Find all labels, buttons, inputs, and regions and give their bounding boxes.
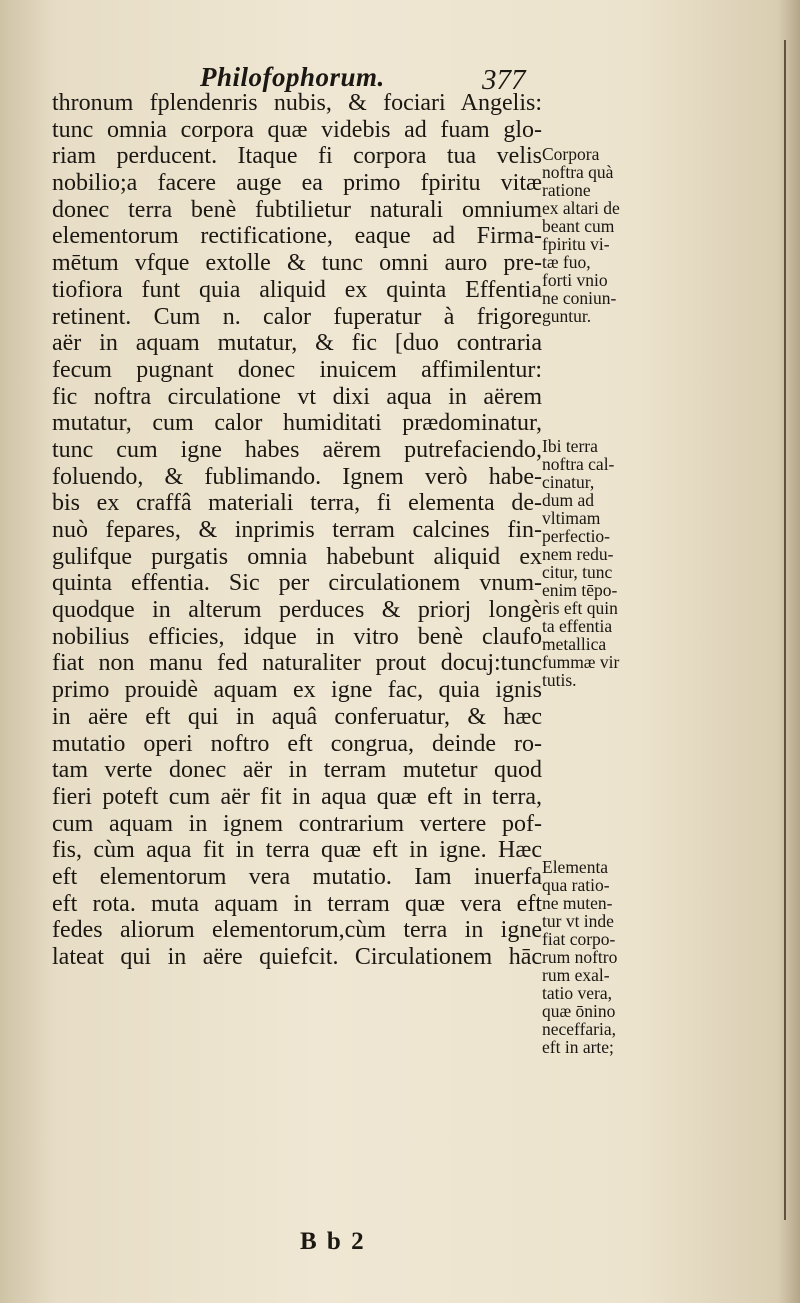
text-line: fiat non manu fed naturaliter prout docuj:tunc [52, 650, 542, 677]
marginal-line: metallica [542, 634, 607, 654]
marginal-line: noftra cal- [542, 454, 615, 474]
page-number: 377 [482, 64, 526, 96]
text-line: mutatio operi noftro eft congrua, deinde ro- [52, 730, 542, 757]
marginal-line: guntur. [542, 306, 592, 326]
text-line: thronum fplendenris nubis, & fociari Angelis: [52, 90, 542, 116]
text-line: tam verte donec aër in terram mutetur quod [52, 757, 542, 784]
text-line: retinent. Cum n. calor fuperatur à frigore [52, 303, 542, 330]
text-line: bis ex craffâ materiali terra, fi elementa de- [52, 490, 542, 517]
marginal-line: qua ratio- [542, 875, 610, 895]
marginal-line: fpiritu vi- [542, 234, 610, 254]
text-line: foluendo, & fublimando. Ignem verò habe- [52, 463, 542, 490]
marginal-line: cinatur, [542, 472, 595, 492]
marginal-line: tæ fuo, [542, 252, 591, 272]
text-line: lateat qui in aëre quiefcit. Circulationem hāc [52, 944, 542, 970]
marginal-line: dum ad [542, 490, 595, 510]
marginal-line: ex altari de [542, 198, 620, 218]
text-line: tunc cum igne habes aërem putrefaciendo, [52, 436, 542, 463]
body-text [52, 90, 542, 971]
marginal-line: ne coniun- [542, 288, 617, 308]
text-line: nuò fepares, & inprimis terram calcines fin- [52, 517, 542, 543]
text-line: nobilius efficies, idque in vitro benè claufo [52, 623, 542, 650]
running-head [0, 50, 800, 96]
marginal-line: neceffaria, [542, 1019, 616, 1039]
text-line: eft elementorum vera mutatio. Iam inuerfa [52, 863, 542, 890]
text-line: tiofiora funt quia aliquid ex quinta Effentia [52, 276, 542, 303]
text-line: tunc omnia corpora quæ videbis ad fuam glo- [52, 116, 542, 143]
marginal-line: perfectio- [542, 526, 611, 546]
text-line: mutatur, cum calor humiditati prædominatur, [52, 410, 542, 437]
marginal-note-elementa [542, 858, 782, 1056]
marginal-line: vltimam [542, 508, 601, 528]
text-line: in aëre eft qui in aquâ conferuatur, & hæc [52, 703, 542, 730]
marginal-line: fiat corpo- [542, 929, 616, 949]
page-edge-rule [784, 40, 786, 1220]
text-line: fedes aliorum elementorum,cùm terra in igne [52, 917, 542, 944]
text-line: aër in aquam mutatur, & fic [duo contraria [52, 330, 542, 357]
text-line: fis, cùm aqua fit in terra quæ eft in igne. Hæc [52, 837, 542, 864]
marginal-line: Ibi terra [542, 436, 598, 456]
marginal-line: rum noftro [542, 947, 618, 967]
text-line: quinta effentia. Sic per circulationem vnum- [52, 570, 542, 597]
text-line: donec terra benè fubtilietur naturali omnium [52, 196, 542, 223]
text-line: elementorum rectificatione, eaque ad Firma- [52, 223, 542, 250]
marginal-line: ta effentia [542, 616, 613, 636]
marginal-line: citur, tunc [542, 562, 613, 582]
text-line: fecum pugnant donec inuicem affimilentur: [52, 356, 542, 383]
marginal-line: ne muten- [542, 893, 613, 913]
marginal-line: tutis. [542, 670, 577, 690]
marginal-line: eft in arte; [542, 1037, 614, 1057]
running-head-title: Philofophorum. [200, 62, 385, 92]
marginal-line: beant cum [542, 216, 615, 236]
marginal-line: noftra quà [542, 162, 614, 182]
text-line: fieri poteft cum aër fit in aqua quæ eft in terra, [52, 783, 542, 810]
marginal-line: Elementa [542, 857, 609, 877]
marginal-line: ris eft quin [542, 598, 618, 618]
marginal-line: tatio vera, [542, 983, 612, 1003]
text-line: cum aquam in ignem contrarium vertere pof- [52, 810, 542, 837]
marginal-line: enim tēpo- [542, 580, 618, 600]
text-line: primo prouidè aquam ex igne fac, quia ignis [52, 677, 542, 704]
text-line: mētum vfque extolle & tunc omni auro pre- [52, 250, 542, 277]
marginal-line: ratione [542, 180, 591, 200]
marginal-note-corpora [542, 145, 782, 325]
marginal-line: forti vnio [542, 270, 608, 290]
marginal-line: nem redu- [542, 544, 614, 564]
marginal-line: fummæ vir [542, 652, 620, 672]
marginal-line: tur vt inde [542, 911, 614, 931]
marginal-line: quæ ōnino [542, 1001, 616, 1021]
marginal-line: rum exal- [542, 965, 610, 985]
marginal-note-ibi-terra [542, 437, 782, 689]
text-line: fic noftra circulatione vt dixi aqua in aërem [52, 383, 542, 410]
text-line: gulifque purgatis omnia habebunt aliquid ex [52, 543, 542, 570]
text-line: eft rota. muta aquam in terram quæ vera eft [52, 890, 542, 917]
text-line: nobilio;a facere auge ea primo fpiritu vitæ [52, 170, 542, 197]
text-line: riam perducent. Itaque fi corpora tua velis [52, 143, 542, 170]
marginal-line: Corpora [542, 144, 600, 164]
signature-mark: B b 2 [300, 1228, 366, 1255]
text-line: quodque in alterum perduces & priorj longè [52, 597, 542, 624]
